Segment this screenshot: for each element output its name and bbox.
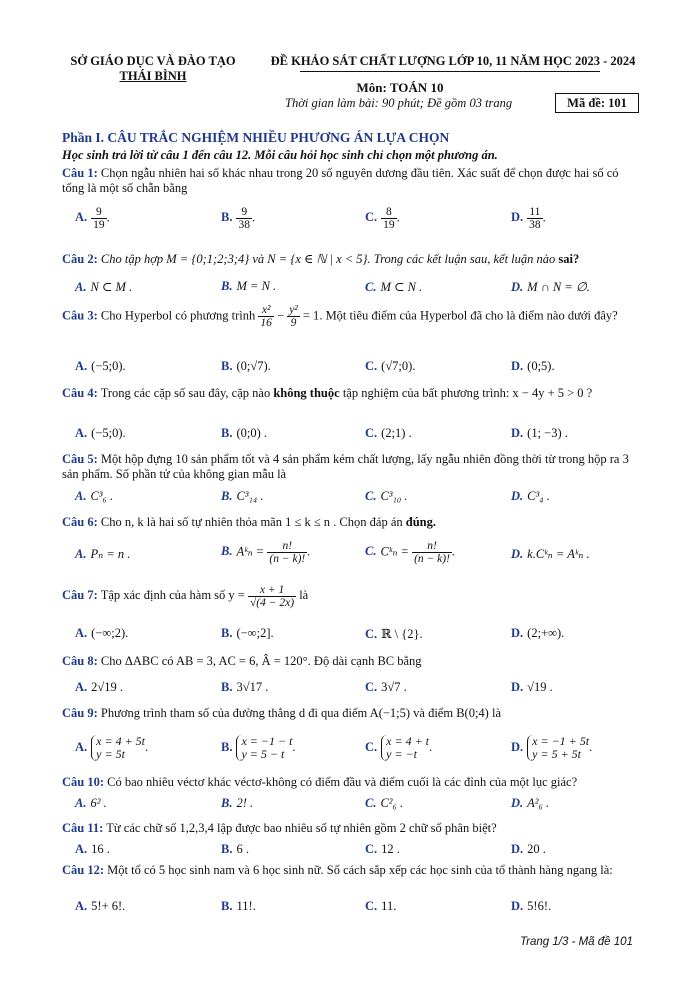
question-text: Phương trình tham số của đường thẳng d đi qua điểm A(−1;5) và điểm B(0;4) là [100, 706, 501, 720]
option-a[interactable]: A. (−∞;2). [75, 626, 129, 640]
exam-header [268, 54, 638, 69]
question-text: Trong các cặp số sau đây, cặp nào [100, 386, 271, 400]
part-instruction: Học sinh trả lời từ câu 1 đến câu 12. Mỗi câu hỏi học sinh chỉ chọn một phương án. [62, 148, 498, 162]
option-b[interactable]: B. 2! . [221, 796, 254, 810]
question-9-options [75, 729, 635, 763]
question-number: Câu 11: [62, 821, 104, 835]
equation-y-term: $\frac{\text{y²}}{9}$ [289, 304, 298, 329]
option-b[interactable]: B. (−∞;2]. [221, 626, 274, 640]
option-d[interactable]: D. $\frac{11}{38}$ . [511, 206, 546, 231]
option-a[interactable]: A. (−5;0). [75, 359, 126, 373]
option-a[interactable]: A. $\frac{9}{19}$ . [75, 206, 110, 231]
question-text: Cho Hyperbol có phương trình [100, 308, 256, 323]
option-c[interactable]: C. (2;1) . [365, 426, 412, 440]
question-emphasis: sai? [558, 252, 580, 266]
question-text: Chọn ngẫu nhiên hai số khác nhau trong 20 số nguyên dương đầu tiên. Xác suất để chọn được hai số có tổng là một số chẵn bằng [62, 166, 619, 195]
question-4 [62, 386, 642, 401]
question-11-options [75, 842, 635, 862]
department-name: SỞ GIÁO DỤC VÀ ĐÀO TẠO [70, 54, 236, 68]
option-d[interactable]: D. A²₆ . [511, 796, 550, 810]
question-4-options [75, 426, 635, 446]
option-d[interactable]: D. (2;+∞). [511, 626, 565, 640]
question-text: Cho n, k là hai số tự nhiên thỏa mãn 1 ≤ k ≤ n . Chọn đáp án [100, 515, 403, 529]
option-d[interactable]: D. 5!6!. [511, 899, 552, 913]
question-emphasis: đúng. [405, 515, 436, 529]
option-b[interactable]: B. (0;0) . [221, 426, 268, 440]
part-title: Phần I. CÂU TRẮC NGHIỆM NHIỀU PHƯƠNG ÁN LỰA CHỌN [62, 130, 450, 145]
option-b[interactable]: B. x = −1 − t y = 5 − t. [221, 734, 296, 761]
subject: Môn: TOÁN 10 [356, 80, 444, 95]
question-5-options [75, 489, 635, 509]
option-a[interactable]: A. N ⊂ M . [75, 280, 133, 294]
question-9 [62, 706, 642, 721]
option-a[interactable]: A. 5!+ 6!. [75, 899, 126, 913]
question-number: Câu 3: [62, 308, 98, 323]
option-c[interactable]: C. ℝ \ {2}. [365, 627, 423, 641]
exam-time: Thời gian làm bài: 90 phút; Đề gồm 03 trang [285, 96, 513, 110]
question-text: Một tổ có 5 học sinh nam và 6 học sinh nữ. Số cách sắp xếp các học sinh của tổ thành hàng ngang là: [107, 863, 613, 877]
option-a[interactable]: A. C³₆ . [75, 489, 114, 503]
option-a[interactable]: A. 6² . [75, 796, 107, 810]
question-7 [62, 582, 642, 609]
option-d[interactable]: D. 20 . [511, 842, 546, 856]
option-c[interactable]: C. 12 . [365, 842, 400, 856]
question-text-continued: . Một tiêu điểm của Hyperbol đã cho là điểm nào dưới đây? [319, 308, 618, 323]
equation-x-term: $\frac{\text{x²}}{16}$ [260, 304, 272, 329]
question-3: Câu 3: Cho Hyperbol có phương trình $\frac{\text{x²}}{16}$ − $\frac{\text{y²}}{9}$ = 1. Một tiêu điểm của Hyperbol đã cho là điểm nào dưới đây? [62, 304, 618, 329]
option-a[interactable]: A. x = 4 + 5t y = 5t. [75, 734, 149, 761]
department-header [58, 54, 248, 84]
question-12 [62, 863, 642, 878]
option-d[interactable]: D. (0;5). [511, 359, 555, 373]
option-a[interactable]: A. Pₙ = n . [75, 547, 131, 561]
question-number: Câu 10: [62, 775, 105, 789]
question-3-options [75, 359, 635, 379]
option-c[interactable]: C. $\frac{8}{19}$ . [365, 206, 400, 231]
question-text: Từ các chữ số 1,2,3,4 lập được bao nhiêu số tự nhiên gồm 2 chữ số phân biệt? [106, 821, 497, 835]
exam-code-box: Mã đề: 101 [555, 93, 639, 113]
option-c[interactable]: C. 11. [365, 899, 397, 913]
option-a[interactable]: A. 16 . [75, 842, 110, 856]
question-text: Cho ΔABC có AB = 3, AC = 6, Â = 120°. Độ dài cạnh BC bằng [100, 654, 422, 668]
function-fraction: $\frac{x + 1}{√(4 - 2x)}$ [249, 583, 295, 609]
question-number: Câu 5: [62, 452, 98, 466]
question-text: Có bao nhiêu véctơ khác véctơ-không có điểm đầu và điểm cuối là các đỉnh của một lục giác? [107, 775, 578, 789]
question-12-options [75, 899, 635, 919]
option-a[interactable]: A. (−5;0). [75, 426, 126, 440]
question-10-options [75, 796, 635, 816]
option-b[interactable]: B. (0;√7). [221, 359, 271, 373]
question-text: Tập xác định của hàm số y = [100, 588, 245, 602]
option-b[interactable]: B. 3√17 . [221, 680, 269, 694]
option-d[interactable]: D. M ∩ N = ∅. [511, 280, 590, 294]
option-d[interactable]: D. k.Cᵏₙ = Aᵏₙ . [511, 547, 590, 561]
question-11 [62, 821, 642, 836]
option-c[interactable]: C. 3√7 . [365, 680, 407, 694]
option-c[interactable]: C. M ⊂ N . [365, 280, 423, 294]
question-number: Câu 4: [62, 386, 98, 400]
option-d[interactable]: D. √19 . [511, 680, 553, 694]
question-2 [62, 252, 642, 267]
question-text-continued: là [299, 588, 309, 602]
question-2-options [75, 279, 635, 299]
option-b[interactable]: B. C³₁₄ . [221, 489, 264, 503]
option-c[interactable]: C. C³₁₀ . [365, 489, 408, 503]
exam-title: ĐỀ KHẢO SÁT CHẤT LƯỢNG LỚP 10, 11 NĂM HỌC 2023 - 2024 [270, 54, 636, 68]
question-1-options [75, 206, 635, 231]
question-8 [62, 654, 642, 669]
question-emphasis: không thuộc [273, 386, 340, 400]
question-number: Câu 2: [62, 252, 98, 266]
question-10 [62, 775, 642, 790]
question-6 [62, 515, 642, 530]
option-b[interactable]: B. 6 . [221, 842, 249, 856]
question-5 [62, 452, 642, 482]
question-text-continued: tập nghiệm của bất phương trình: x − 4y + 5 > 0 ? [342, 386, 593, 400]
option-c[interactable]: C. Cᵏₙ = $\frac{n!}{(n - k)!}$ . [365, 540, 456, 565]
option-d[interactable]: D. C³₄ . [511, 489, 550, 503]
question-number: Câu 6: [62, 515, 98, 529]
question-text: Cho tập hợp M = {0;1;2;3;4} và N = {x ∈ ℕ | x < 5}. Trong các kết luận sau, kết luận nào [100, 252, 556, 266]
question-7-options [75, 626, 635, 646]
question-text: Một hộp đựng 10 sản phẩm tốt và 4 sản phẩm kém chất lượng, lấy ngẫu nhiên đồng thời từ trong hộp ra 3 sản phẩm. Số phần tử của không gian mẫu là [62, 452, 629, 481]
option-c[interactable]: C. (√7;0). [365, 359, 416, 373]
option-d[interactable]: D. (1; −3) . [511, 426, 568, 440]
question-1 [62, 166, 642, 196]
question-number: Câu 12: [62, 863, 105, 877]
province-name: THÁI BÌNH [119, 69, 187, 83]
option-b[interactable]: B. Aᵏₙ = $\frac{n!}{(n - k)!}$ . [221, 540, 311, 565]
question-number: Câu 8: [62, 654, 98, 668]
title-underline [300, 71, 600, 72]
option-b[interactable]: B. $\frac{9}{38}$ . [221, 206, 256, 231]
option-d[interactable]: D. x = −1 + 5t y = 5 + 5t. [511, 734, 593, 761]
option-a[interactable]: A. 2√19 . [75, 680, 124, 694]
option-c[interactable]: C. C²₆ . [365, 796, 404, 810]
question-number: Câu 1: [62, 166, 98, 180]
question-number: Câu 9: [62, 706, 98, 720]
page-footer: Trang 1/3 - Mã đề 101 [520, 936, 633, 948]
option-b[interactable]: B. 11!. [221, 899, 256, 913]
question-number: Câu 7: [62, 588, 98, 602]
question-8-options [75, 680, 635, 700]
equation-rhs: = 1 [302, 308, 320, 323]
question-6-options [75, 540, 635, 570]
option-b[interactable]: B. M = N . [221, 279, 277, 293]
option-c[interactable]: C. x = 4 + t y = −t. [365, 734, 433, 761]
